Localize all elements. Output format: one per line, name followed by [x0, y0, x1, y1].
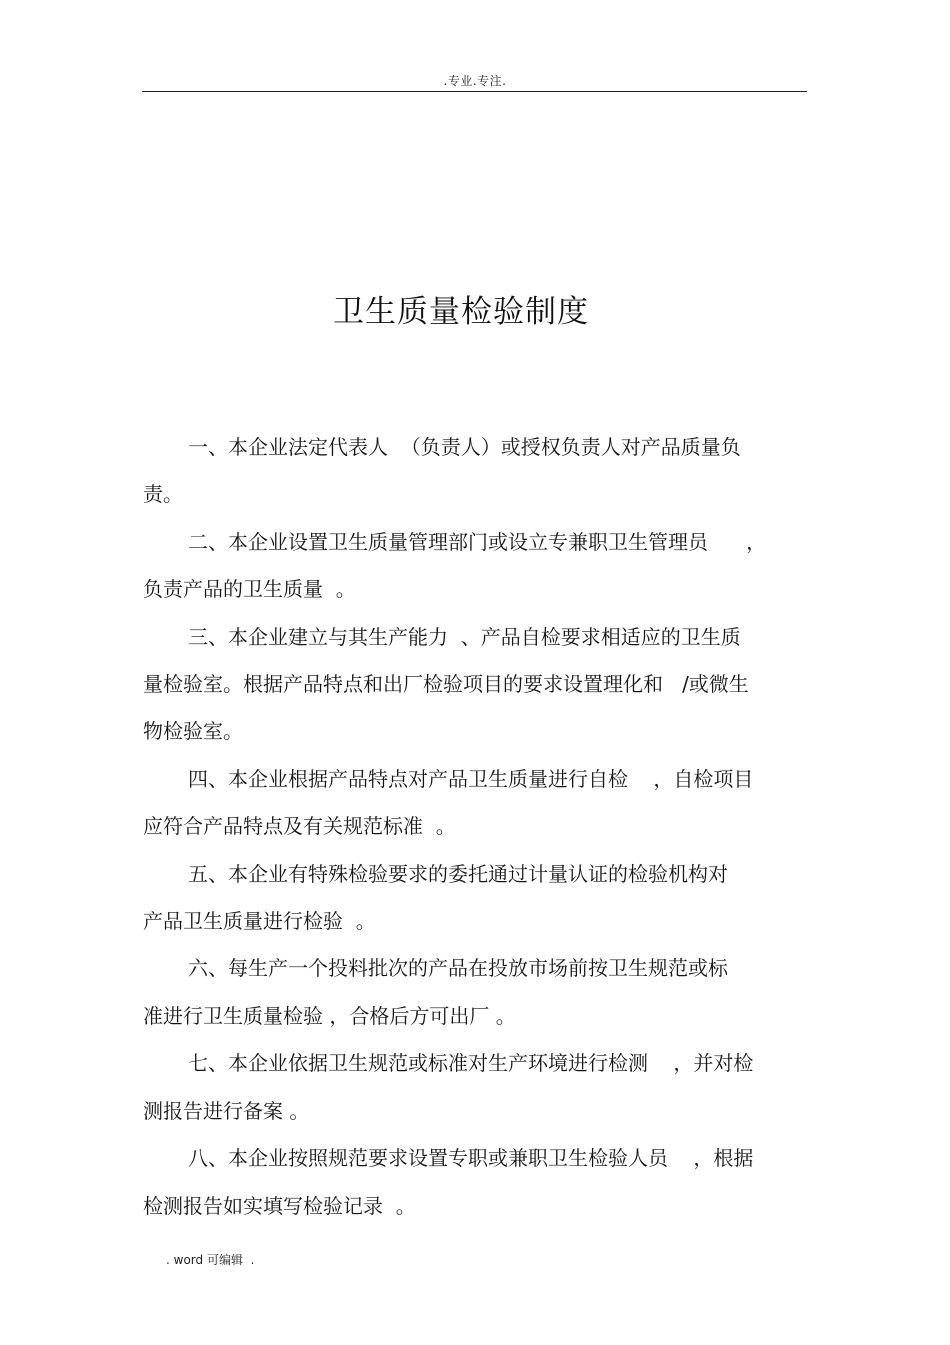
clause-3-line-2: 量检验室。根据产品特点和出厂检验项目的要求设置理化和 /或微生 — [143, 672, 749, 697]
clause-5-line-1: 五、本企业有特殊检验要求的委托通过计量认证的检验机构对 — [188, 861, 728, 886]
document-title: 卫生质量检验制度 — [333, 294, 589, 330]
clause-7-line-1: 七、本企业依据卫生规范或标准对生产环境进行检测 ，并对检 — [188, 1051, 754, 1076]
clause-6-line-1: 六、每生产一个投料批次的产品在投放市场前按卫生规范或标 — [188, 956, 728, 981]
page-header: .专业.专注. — [443, 74, 507, 88]
clause-8-line-1: 八、本企业按照规范要求设置专职或兼职卫生检验人员 ，根据 — [188, 1146, 754, 1171]
clause-2-line-1: 二、本企业设置卫生质量管理部门或设立专兼职卫生管理员 ， — [188, 529, 767, 554]
clause-2-line-2: 负责产品的卫生质量 。 — [143, 577, 356, 602]
clause-1-line-1: 一、本企业法定代表人 （负责人）或授权负责人对产品质量负 — [188, 435, 741, 459]
clause-3-line-1: 三、本企业建立与其生产能力 、产品自检要求相适应的卫生质 — [188, 624, 741, 649]
clause-7-line-2: 测报告进行备案 。 — [143, 1098, 310, 1123]
clause-3-line-3: 物检验室。 — [143, 719, 243, 744]
clause-8-line-2: 检测报告如实填写检验记录 。 — [143, 1193, 416, 1218]
page-footer: . word 可编辑 . — [166, 1253, 255, 1267]
clause-5-line-2: 产品卫生质量进行检验 。 — [143, 909, 376, 934]
clause-4-line-2: 应符合产品特点及有关规范标准 。 — [143, 814, 456, 839]
clause-1-line-2: 责。 — [143, 482, 183, 507]
header-divider — [142, 91, 807, 92]
document-body — [143, 424, 807, 1230]
clause-4-line-1: 四、本企业根据产品特点对产品卫生质量进行自检 ，自检项目 — [188, 766, 754, 791]
clause-6-line-2: 准进行卫生质量检验 ，合格后方可出厂 。 — [143, 1003, 516, 1028]
